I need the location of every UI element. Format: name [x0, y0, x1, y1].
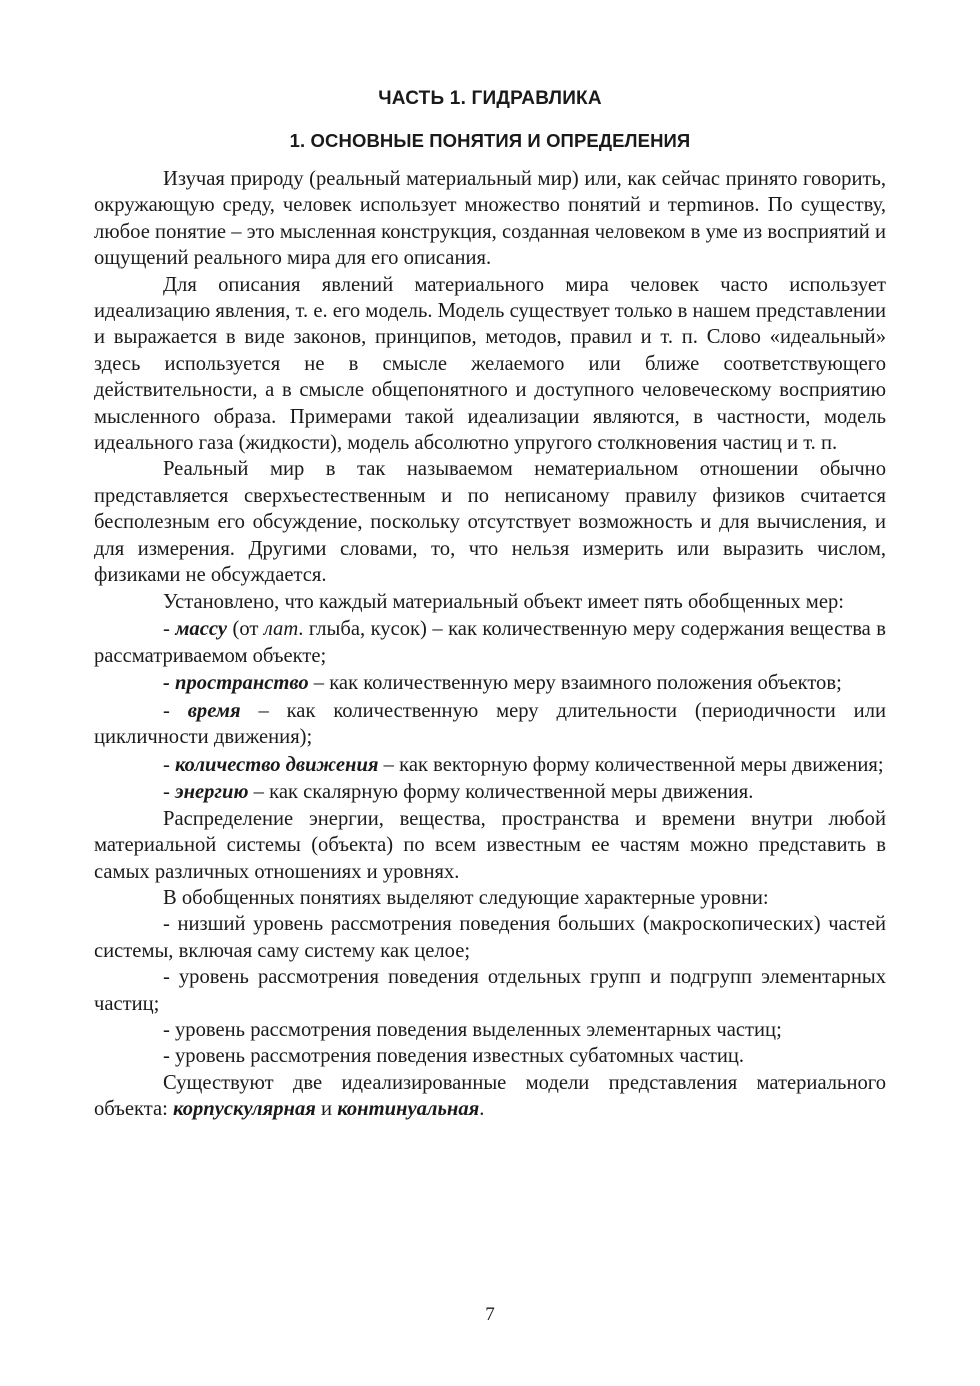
term-energy: энергию [175, 781, 249, 804]
measure-space: - пространство – как количественную меру взаимного положения объектов; [163, 672, 842, 695]
paragraph-1: Изучая природу (реальный материальный мир) или, как сейчас принято говорить, окружающую среду, человек использует множество понятий и терmинов. По существу, любое понятие – это мысленная конструкция, созданная человеком в уме из восприятий и ощущений реального мира для его описания. [94, 168, 886, 270]
term-mass: массу [175, 618, 228, 641]
paragraph-2: Для описания явлений материального мира человек часто использует идеализацию явления, т. е. его модель. Модель существует только в нашем представлении и выражается в виде законов, принципов, методов, правил и т. п. Слово «идеальный» здесь используется не в смысле желаемого или ближе соответствующего действительности, а в смысле общепонятного и доступного человеческому восприятию мысленного образа. Примерами такой идеализации являются, в частности, модель идеального газа (жидкости), модель абсолютно упругого столкновения частиц и т. п. [94, 273, 886, 455]
model-corpuscular: корпускулярная [173, 1098, 316, 1121]
section-title: 1. ОСНОВНЫЕ ПОНЯТИЯ И ОПРЕДЕЛЕНИЯ [289, 130, 691, 151]
paragraph-4: Установлено, что каждый материальный объект имеет пять обобщенных мер: [163, 590, 845, 613]
paragraph-5: Распределение энергии, вещества, пространства и времени внутри любой материальной системы (объекта) по всем известным ее частям можно представить в самых различных отношениях и уровнях. [94, 807, 886, 883]
term-time: время [187, 699, 241, 722]
level-2: - уровень рассмотрения поведения отдельных групп и подгрупп элементарных частиц; [94, 966, 886, 1015]
level-3: - уровень рассмотрения поведения выделенных элементарных частиц; [163, 1018, 782, 1041]
measure-energy: - энергию – как скалярную форму количественной меры движения. [163, 781, 754, 804]
term-momentum: количество движения [175, 753, 379, 776]
paragraph-final: Существуют две идеализированные модели представления материального объекта: корпускулярная и континуальная. [94, 1071, 886, 1121]
measure-time: - время – как количественную меру длительности (периодичности или цикличности движения); [94, 699, 886, 749]
paragraph-3: Реальный мир в так называемом нематериальном отношении обычно представляется сверхъестественным и по неписаному правилу физиков считается бесполезным его обсуждение, поскольку отсутствует возможность и для вычисления, и для измерения. Другими словами, то, что нельзя измерить или выразить числом, физиками не обсуждается. [94, 458, 886, 587]
model-continual: континуальная [337, 1098, 480, 1121]
measure-mass: - массу (от лат. глыба, кусок) – как количественную меру содержания вещества в рассматриваемом объекте; [94, 618, 886, 667]
document-page [94, 88, 886, 1123]
paragraph-6: В обобщенных понятиях выделяют следующие характерные уровни: [163, 886, 769, 909]
latin-note: лат [263, 618, 299, 641]
page-number: 7 [485, 1304, 495, 1325]
measure-momentum: - количество движения – как векторную форму количественной меры движения; [163, 753, 884, 776]
body-text [94, 166, 886, 1123]
level-4: - уровень рассмотрения поведения известных субатомных частиц. [163, 1045, 745, 1068]
part-title: ЧАСТЬ 1. ГИДРАВЛИКА [378, 88, 602, 109]
term-space: пространство [175, 672, 309, 695]
level-1: - низший уровень рассмотрения поведения больших (макроскопических) частей системы, включая саму систему как целое; [94, 913, 886, 962]
